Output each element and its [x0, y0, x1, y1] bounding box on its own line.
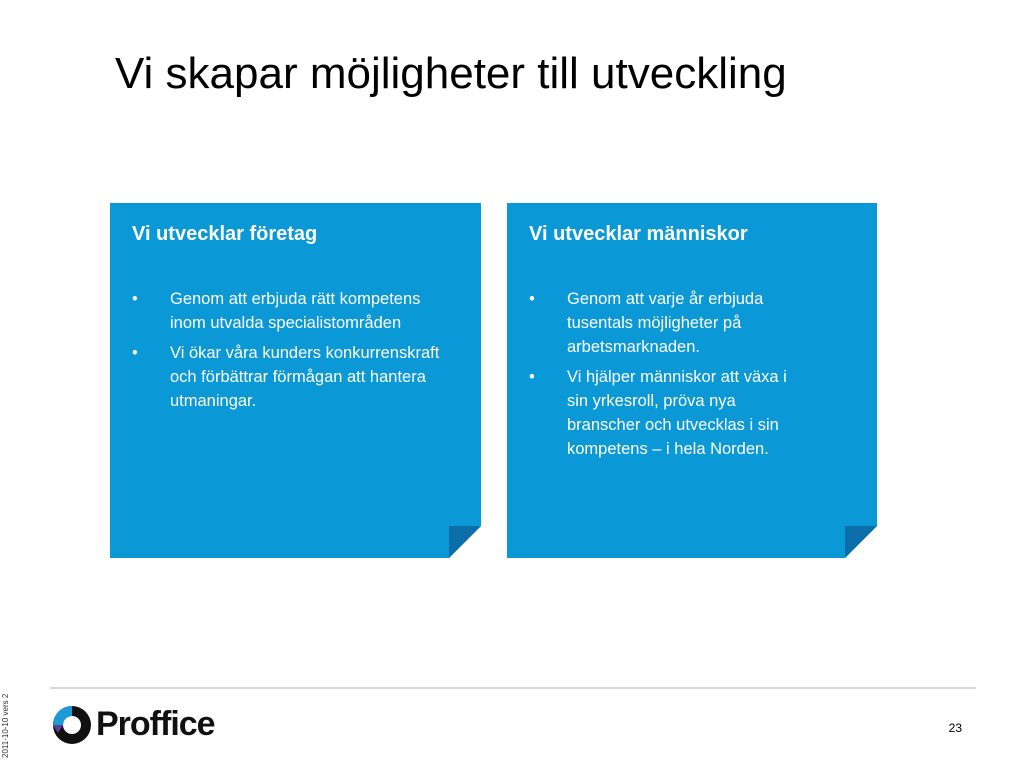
logo-text: Proffice [96, 705, 215, 743]
bullet-text: Vi hjälper människor att växa i sin yrkesroll, pröva nya branscher och utvecklas i sin kompetens – i hela Norden. [567, 368, 787, 458]
side-version-text: 2011-10-10 vers 2 [1, 693, 10, 758]
list-item [132, 287, 452, 335]
bullet-icon: • [132, 344, 138, 362]
page-fold-icon [845, 526, 877, 558]
card-heading: Vi utvecklar företag [132, 223, 318, 245]
footer-divider [50, 687, 976, 689]
list-item [529, 365, 809, 461]
card-heading: Vi utvecklar människor [529, 223, 748, 245]
bullet-text: Vi ökar våra kunders konkurrenskraft och förbättrar förmågan att hantera utmaningar. [170, 344, 440, 410]
bullet-list [529, 287, 809, 467]
proffice-logo-icon [50, 703, 94, 747]
card-develop-companies [110, 203, 481, 558]
list-item [529, 287, 809, 359]
bullet-text: Genom att erbjuda rätt kompetens inom utvalda specialistområden [170, 290, 421, 332]
bullet-text: Genom att varje år erbjuda tusentals möjligheter på arbetsmarknaden. [567, 290, 764, 356]
bullet-icon: • [529, 368, 535, 386]
list-item [132, 341, 452, 413]
card-develop-people [507, 203, 877, 558]
bullet-icon: • [529, 290, 535, 308]
bullet-icon: • [132, 290, 138, 308]
bullet-list [132, 287, 452, 419]
page-fold-icon [449, 526, 481, 558]
proffice-logo [50, 703, 220, 749]
page-number: 23 [948, 721, 962, 735]
slide-title: Vi skapar möjligheter till utveckling [115, 49, 787, 98]
